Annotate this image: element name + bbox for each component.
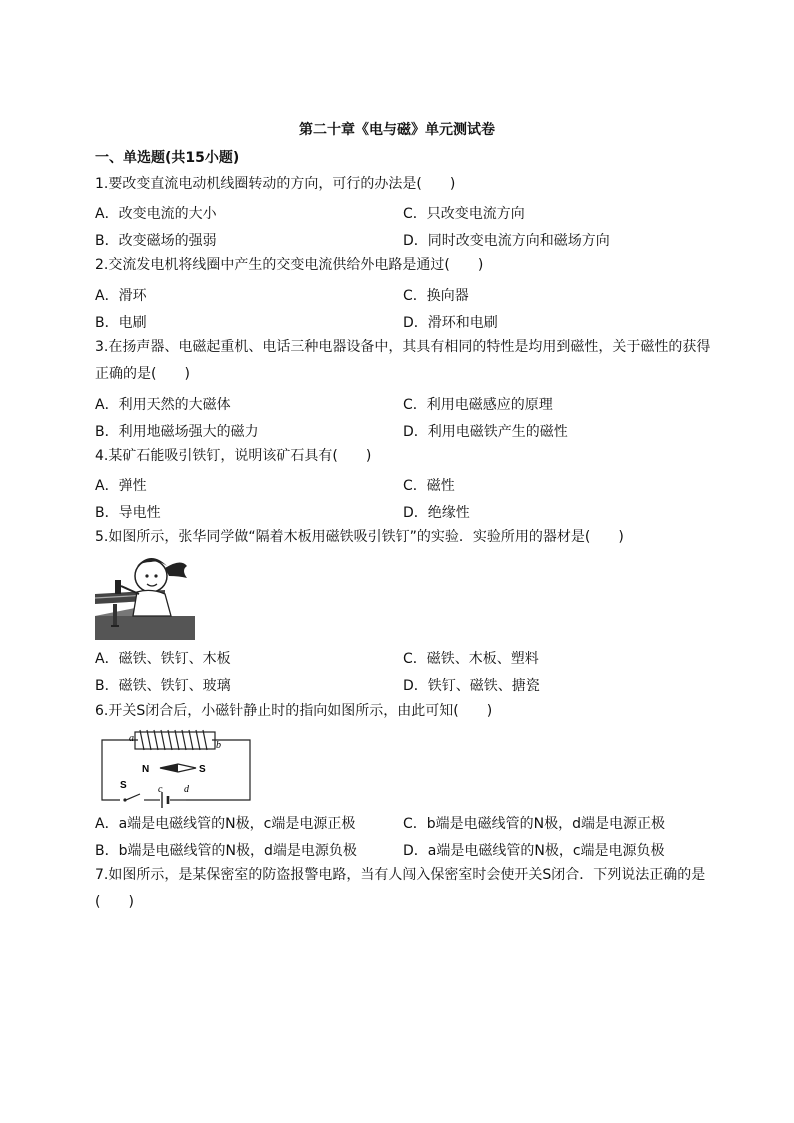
label-c: c [158, 784, 163, 795]
q6-option-a: A．a端是电磁线管的N极，c端是电源正极 [95, 816, 356, 832]
q6-option-d: D．a端是电磁线管的N极，c端是电源负极 [403, 843, 665, 859]
q2-option-d: D．滑环和电刷 [403, 315, 498, 331]
solenoid-core [135, 732, 215, 749]
q3-option-d: D．利用电磁铁产生的磁性 [403, 424, 568, 440]
switch-lever [126, 794, 140, 800]
section-heading: 一、单选题(共15小题) [95, 150, 240, 166]
q5-option-b: B．磁铁、铁钉、玻璃 [95, 678, 231, 694]
q4-option-c: C．磁性 [403, 478, 455, 494]
q3-option-b: B．利用地磁场强大的磁力 [95, 424, 259, 440]
q3-option-c: C．利用电磁感应的原理 [403, 397, 553, 413]
q4-option-b: B．导电性 [95, 505, 161, 521]
q1-option-d: D．同时改变电流方向和磁场方向 [403, 233, 610, 249]
label-a: a [129, 733, 134, 744]
question-7-stem: 7.如图所示，是某保密室的防盗报警电路，当有人闯入保密室时会使开关S闭合．下列说法正确的是( ) [95, 867, 706, 910]
label-d: d [184, 784, 189, 795]
q5-option-c: C．磁铁、木板、塑料 [403, 651, 539, 667]
q1-option-a: A．改变电流的大小 [95, 206, 217, 222]
label-needle-n: N [142, 764, 150, 775]
q2-option-a: A．滑环 [95, 288, 147, 304]
question-1-stem: 1.要改变直流电动机线圈转动的方向，可行的办法是( ) [95, 176, 456, 192]
q2-option-b: B．电刷 [95, 315, 147, 331]
question-5-stem: 5.如图所示，张华同学做“隔着木板用磁铁吸引铁钉”的实验．实验所用的器材是( ) [95, 529, 624, 545]
figure-6-circuit [98, 728, 256, 808]
question-6-stem: 6.开关S闭合后，小磁针静止时的指向如图所示，由此可知( ) [95, 703, 493, 719]
q1-option-b: B．改变磁场的强弱 [95, 233, 217, 249]
q5-option-d: D．铁钉、磁铁、搪瓷 [403, 678, 540, 694]
q4-option-a: A．弹性 [95, 478, 147, 494]
label-switch-s: S [120, 780, 127, 791]
question-4-stem: 4.某矿石能吸引铁钉，说明该矿石具有( ) [95, 448, 372, 464]
q3-option-a: A．利用天然的大磁体 [95, 397, 231, 413]
q6-option-c: C．b端是电磁线管的N极，d端是电源正极 [403, 816, 666, 832]
page-title: 第二十章《电与磁》单元测试卷 [299, 122, 495, 138]
question-3-stem: 3.在扬声器、电磁起重机、电话三种电器设备中，其具有相同的特性是均用到磁性，关于磁性的获得正确的是( ) [95, 339, 711, 382]
q4-option-d: D．绝缘性 [403, 505, 470, 521]
q2-option-c: C．换向器 [403, 288, 469, 304]
q6-option-b: B．b端是电磁线管的N极，d端是电源负极 [95, 843, 357, 859]
figure-5-girl-magnet [95, 556, 195, 642]
label-b: b [216, 740, 221, 751]
q5-option-a: A．磁铁、铁钉、木板 [95, 651, 231, 667]
label-needle-s: S [199, 764, 206, 775]
question-2-stem: 2.交流发电机将线圈中产生的交变电流供给外电路是通过( ) [95, 257, 484, 273]
q1-option-c: C．只改变电流方向 [403, 206, 525, 222]
